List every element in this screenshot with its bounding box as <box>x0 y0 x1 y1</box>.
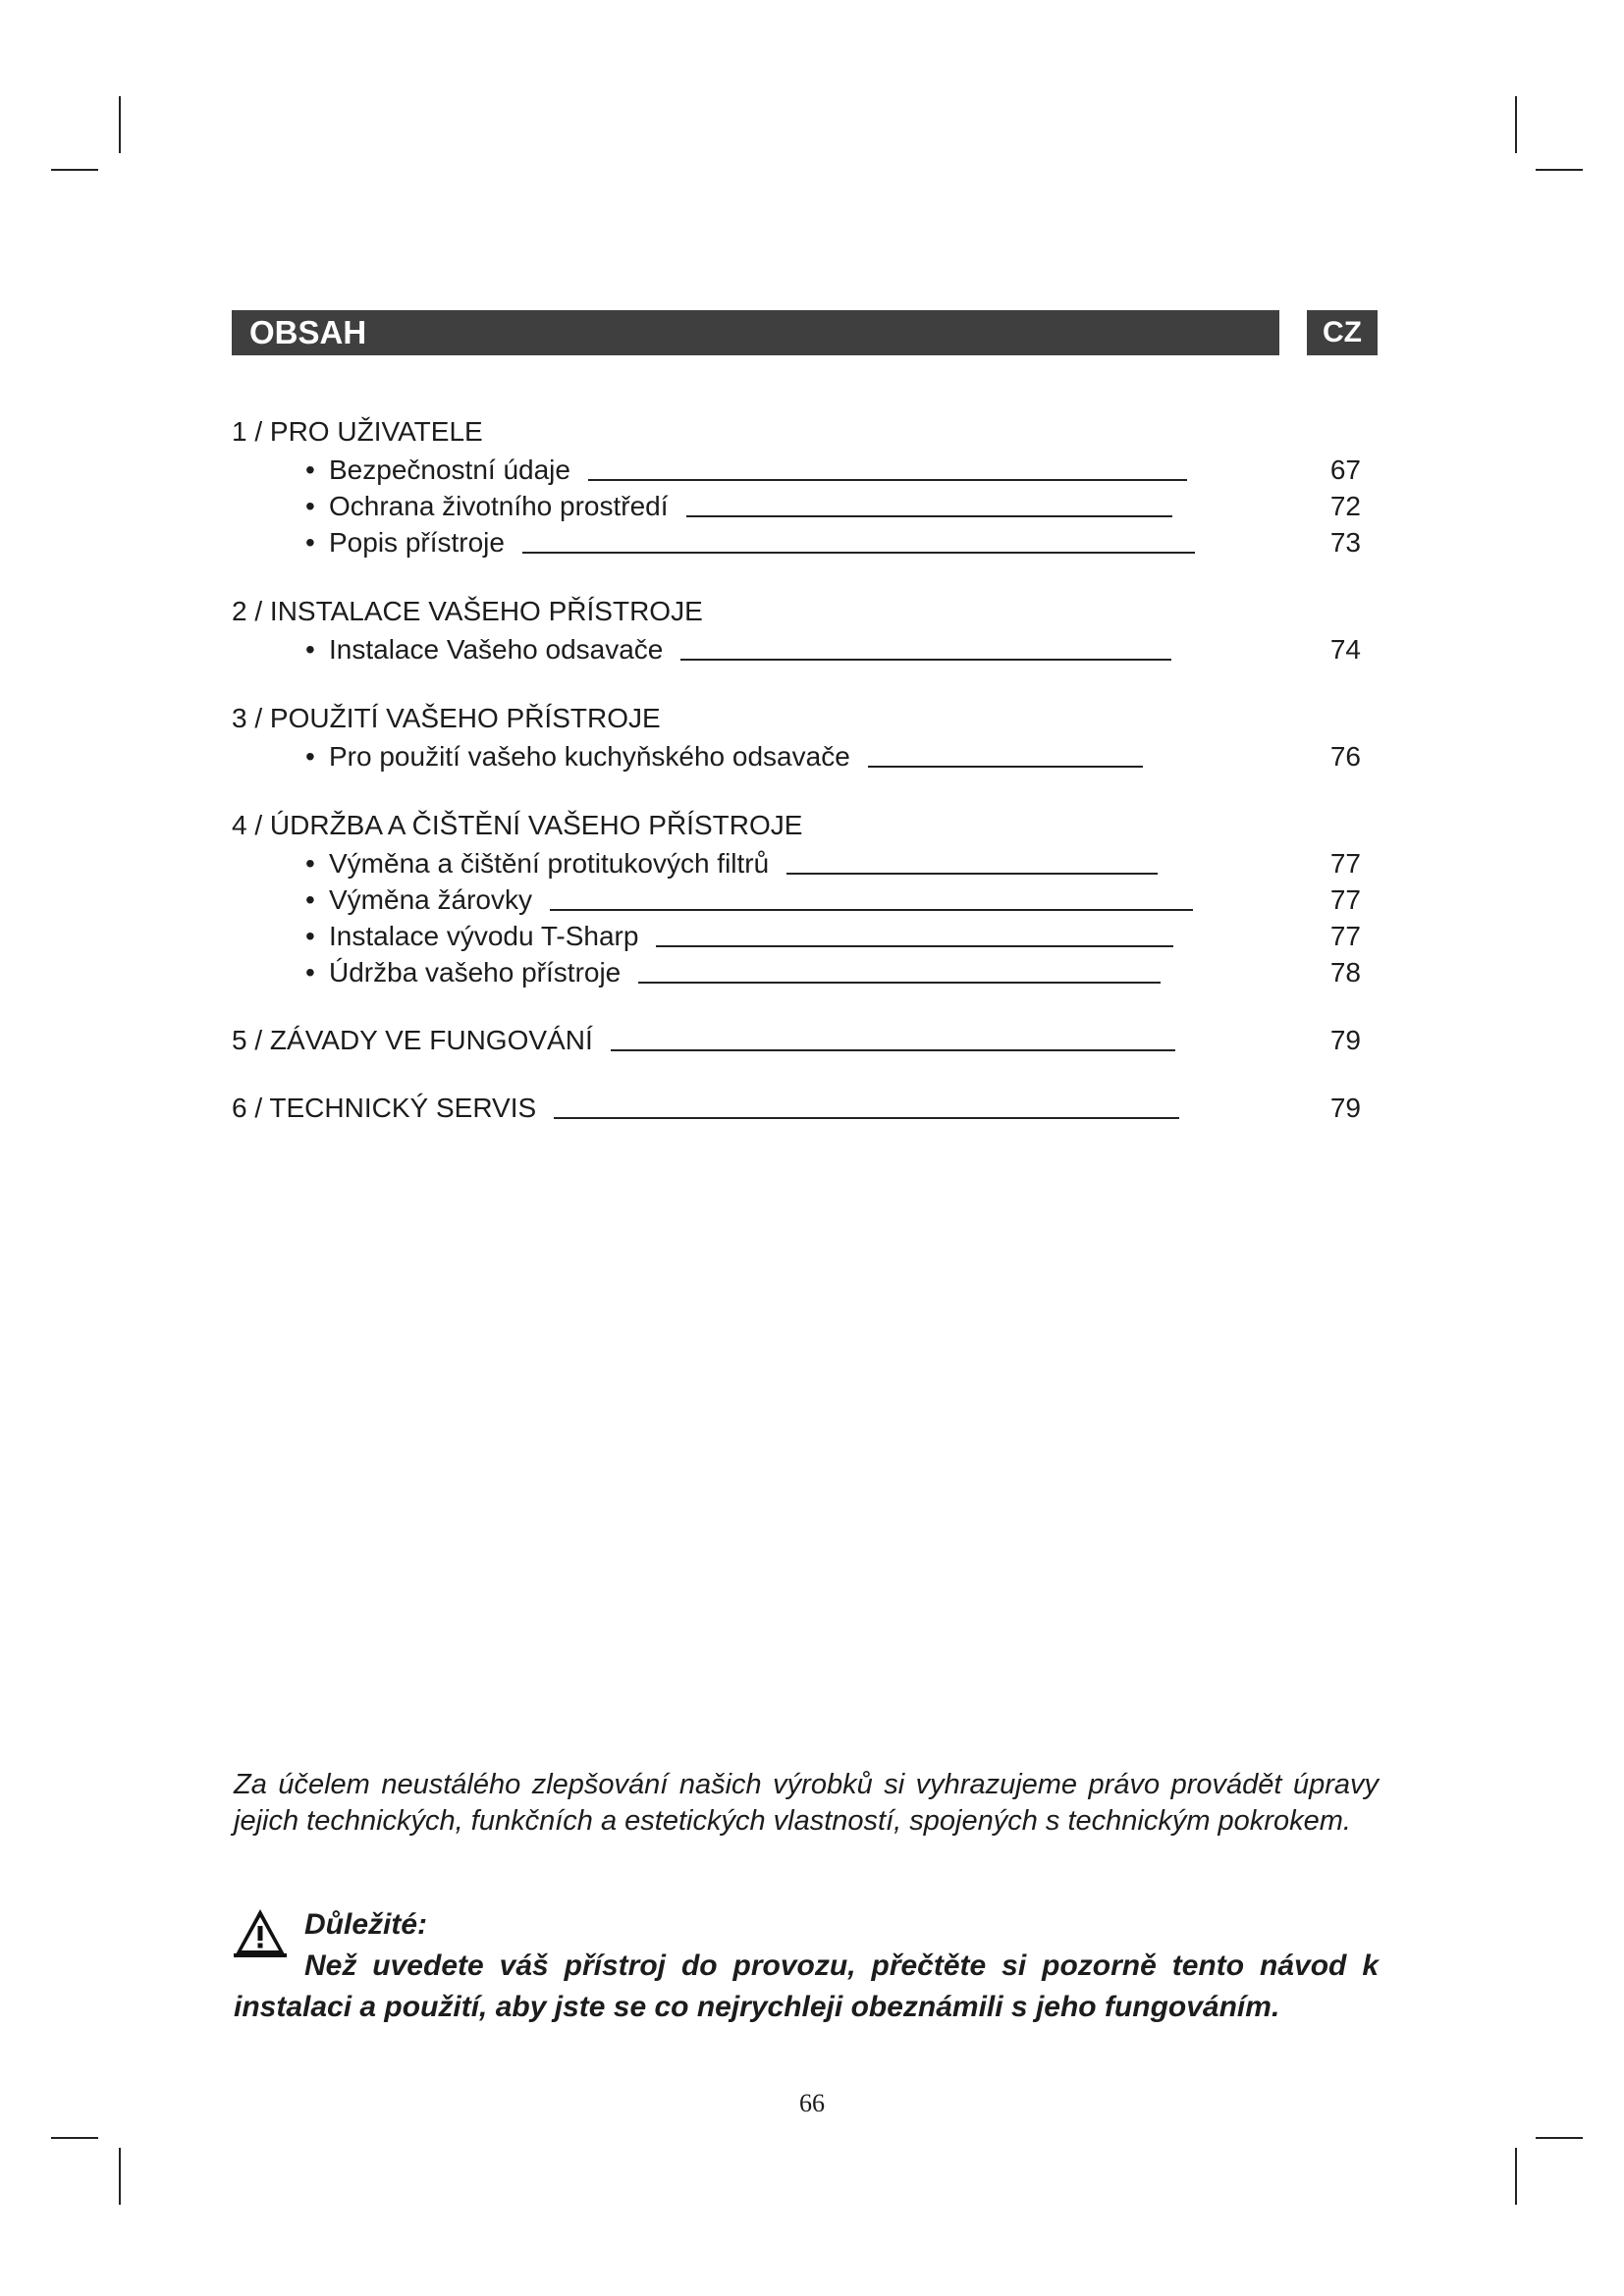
toc-entry-label: • Instalace vývodu T-Sharp <box>305 918 656 954</box>
bullet-icon: • <box>305 491 315 521</box>
crop-mark <box>1515 2148 1517 2205</box>
crop-mark <box>51 2137 98 2139</box>
toc-section-title: 3 / POUŽITÍ VAŠEHO PŘÍSTROJE <box>232 703 661 733</box>
warning-triangle-icon <box>234 1906 287 1957</box>
toc-section <box>232 1022 1361 1058</box>
toc-section-title: 6 / TECHNICKÝ SERVIS <box>232 1093 537 1123</box>
toc-section-title: 2 / INSTALACE VAŠEHO PŘÍSTROJE <box>232 596 703 626</box>
bullet-icon: • <box>305 741 315 772</box>
bullet-icon: • <box>305 634 315 665</box>
leader-line <box>522 552 1195 554</box>
toc-entry-label: • Pro použití vašeho kuchyňského odsavače <box>305 738 868 774</box>
toc-entry[interactable] <box>232 488 1361 524</box>
important-heading: Důležité: <box>304 1908 428 1941</box>
toc-entry[interactable] <box>232 1022 1361 1058</box>
toc-entry[interactable] <box>232 881 1361 918</box>
leader-line <box>588 479 1187 481</box>
toc-entry-label: • Instalace Vašeho odsavače <box>305 631 680 667</box>
toc-entry[interactable] <box>232 845 1361 881</box>
leader-line <box>786 873 1158 875</box>
toc-entry[interactable] <box>232 524 1361 561</box>
toc-entry-page: 72 <box>1329 491 1361 521</box>
leader-line <box>611 1049 1175 1051</box>
disclaimer-note: Za účelem neustálého zlepšování našich výrobků si vyhrazujeme právo provádět úpravy jejich technických, funkčních a estetických vlastností, spojených s technickým pokrokem. <box>234 1769 1379 1837</box>
leader-line <box>550 909 1193 911</box>
toc-entry[interactable] <box>232 452 1361 488</box>
toc-entry-page: 78 <box>1329 957 1361 988</box>
language-badge: CZ <box>1307 310 1378 355</box>
crop-mark <box>1536 2137 1583 2139</box>
leader-line <box>680 659 1171 661</box>
bullet-icon: • <box>305 527 315 558</box>
leader-line <box>638 982 1161 984</box>
toc-entry-page: 76 <box>1329 741 1361 772</box>
toc-entry[interactable] <box>232 954 1361 990</box>
toc-entry-page: 67 <box>1329 454 1361 485</box>
toc-entry-label: • Výměna a čištění protitukových filtrů <box>305 845 786 881</box>
toc-entry-label: • Výměna žárovky <box>305 881 550 918</box>
toc-entry[interactable] <box>232 1090 1361 1126</box>
toc-entry-page: 74 <box>1329 634 1361 665</box>
bullet-icon: • <box>305 957 315 988</box>
crop-mark <box>119 2148 121 2205</box>
toc-entry-label: • Údržba vašeho přístroje <box>305 954 638 990</box>
toc-entry-label: • Ochrana životního prostředí <box>305 488 686 524</box>
leader-line <box>554 1117 1179 1119</box>
toc-section-title: 1 / PRO UŽIVATELE <box>232 416 483 447</box>
bullet-icon: • <box>305 884 315 915</box>
bullet-icon: • <box>305 454 315 485</box>
page-number: 66 <box>799 2089 825 2117</box>
toc-entry-page: 79 <box>1329 1025 1361 1055</box>
toc-entry-page: 79 <box>1329 1093 1361 1123</box>
crop-mark <box>1515 96 1517 153</box>
important-notice <box>234 1904 1379 2028</box>
toc-section-title: 4 / ÚDRŽBA A ČIŠTĚNÍ VAŠEHO PŘÍSTROJE <box>232 810 803 840</box>
toc-entry-page: 73 <box>1329 527 1361 558</box>
crop-mark <box>1536 169 1583 171</box>
toc-section-title: 5 / ZÁVADY VE FUNGOVÁNÍ <box>232 1025 593 1055</box>
toc-section <box>232 699 1361 774</box>
bullet-icon: • <box>305 848 315 879</box>
toc-entry[interactable] <box>232 631 1361 667</box>
bullet-icon: • <box>305 921 315 951</box>
table-of-contents <box>232 412 1361 1157</box>
toc-entry-page: 77 <box>1329 921 1361 951</box>
crop-mark <box>51 169 98 171</box>
leader-line <box>656 945 1173 947</box>
toc-section <box>232 592 1361 667</box>
important-text-line: instalaci a použití, aby jste se co nejrychleji obeznámili s jeho fungováním. <box>234 1991 1280 2023</box>
toc-section <box>232 806 1361 990</box>
toc-section <box>232 1090 1361 1126</box>
toc-entry-page: 77 <box>1329 848 1361 879</box>
crop-mark <box>119 96 121 153</box>
toc-entry[interactable] <box>232 738 1361 774</box>
leader-line <box>686 515 1172 517</box>
toc-section <box>232 412 1361 561</box>
toc-entry[interactable] <box>232 918 1361 954</box>
important-text-line: Než uvedete váš přístroj do provozu, přečtěte si pozorně tento návod k <box>304 1949 1379 1982</box>
page-title: OBSAH <box>232 310 1279 355</box>
toc-entry-label: • Bezpečnostní údaje <box>305 452 588 488</box>
leader-line <box>868 766 1143 768</box>
toc-entry-page: 77 <box>1329 884 1361 915</box>
toc-entry-label: • Popis přístroje <box>305 524 522 561</box>
